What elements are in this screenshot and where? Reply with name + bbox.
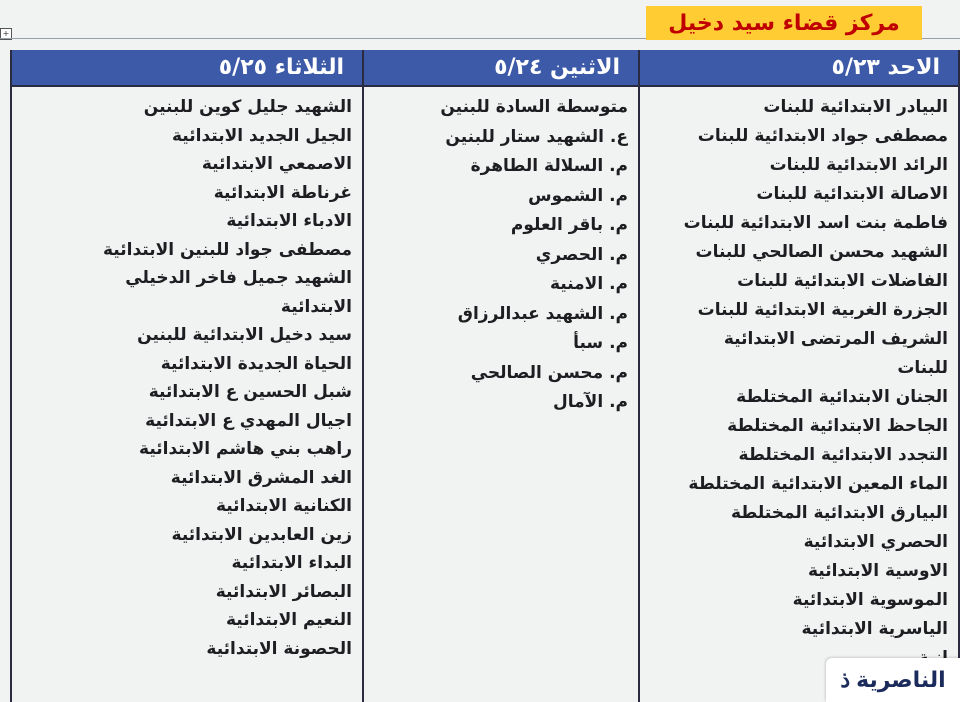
table-row: ع. الشهيد ستار للبنين [445, 126, 628, 147]
table-row: الاصالة الابتدائية للبنات [756, 184, 948, 204]
table-row: سيد دخيل الابتدائية للبنين [137, 325, 352, 345]
table-row: غرناطة الابتدائية [213, 182, 352, 203]
column-sunday [638, 50, 960, 702]
table-row: الجيل الجديد الابتدائية [172, 125, 352, 146]
table-row: الشهيد جليل كوين للبنين [143, 97, 352, 117]
table-row: الجنان الابتدائية المختلطة [736, 387, 948, 407]
table-row: الموسوية الابتدائية [792, 590, 948, 610]
table-row: الشهيد جميل فاخر الدخيلي [125, 268, 352, 288]
table-row: الابتدائية [280, 296, 352, 317]
table-row: شبل الحسين ع الابتدائية [148, 382, 352, 402]
table-row: النعيم الابتدائية [225, 610, 352, 630]
table-row: البصائر الابتدائية [215, 581, 352, 602]
table-row: الياسرية الابتدائية [801, 619, 948, 639]
table-row: م. الامنية [549, 274, 628, 294]
column-header-sunday: الاحد ٥/٢٣ [640, 50, 958, 87]
table-row: الادباء الابتدائية [226, 211, 352, 231]
table-row: التجدد الابتدائية المختلطة [738, 445, 948, 465]
table-row: راهب بني هاشم الابتدائية [139, 439, 352, 459]
table-row: م. الشموس [528, 185, 628, 206]
table-row: زين العابدين الابتدائية [171, 524, 352, 545]
table-row: الجاحظ الابتدائية المختلطة [727, 416, 948, 436]
table-row: البيادر الابتدائية للبنات [763, 97, 948, 117]
column-body-tuesday [12, 87, 362, 663]
table-row: الشهيد محسن الصالحي للبنات [695, 242, 948, 262]
table-row: متوسطة السادة للبنين [440, 97, 628, 117]
table-row: للبنات [897, 358, 948, 378]
table-row: الشريف المرتضى الابتدائية [723, 329, 948, 349]
title-banner [646, 6, 922, 40]
column-body-monday [364, 87, 638, 418]
watermark-logo-icon: ذ [840, 667, 851, 693]
table-row: البداء الابتدائية [231, 553, 352, 573]
column-body-sunday [640, 87, 958, 673]
table-row: م. الحصري [535, 244, 628, 265]
column-header-monday: الاثنين ٥/٢٤ [364, 50, 638, 87]
table-row: الجزرة الغربية الابتدائية للبنات [697, 300, 948, 320]
table-row: الحصونة الابتدائية [206, 638, 352, 659]
table-row: م. باقر العلوم [510, 215, 628, 235]
table-row: الحصري الابتدائية [803, 532, 948, 552]
column-monday [362, 50, 638, 702]
page-title: مركز قضاء سيد دخيل [668, 10, 900, 36]
sheet-corner-marker: + [0, 28, 12, 40]
table-row: م. محسن الصالحي [470, 362, 628, 383]
watermark-logo [826, 658, 960, 702]
table-row: م. سبأ [573, 333, 628, 353]
table-row: م. الآمال [553, 392, 628, 412]
table-row: البيارق الابتدائية المختلطة [731, 503, 948, 523]
watermark-text: الناصرية [856, 667, 946, 693]
table-row: الاوسية الابتدائية [807, 561, 948, 581]
table-row: الماء المعين الابتدائية المختلطة [688, 474, 948, 494]
table-row: الرائد الابتدائية للبنات [769, 155, 948, 175]
table-row: فاطمة بنت اسد الابتدائية للبنات [683, 213, 948, 233]
schedule-table [10, 50, 960, 702]
table-row: مصطفى جواد للبنين الابتدائية [102, 239, 352, 260]
table-row: الغد المشرق الابتدائية [170, 467, 352, 488]
table-row: م. السلالة الطاهرة [470, 156, 628, 176]
column-header-tuesday: الثلاثاء ٥/٢٥ [12, 50, 362, 87]
table-row: م. الشهيد عبدالرزاق [457, 303, 628, 324]
table-row: الحياة الجديدة الابتدائية [160, 353, 352, 374]
table-row: اجيال المهدي ع الابتدائية [145, 410, 352, 431]
column-tuesday [10, 50, 362, 702]
table-row: مصطفى جواد الابتدائية للبنات [697, 126, 948, 146]
table-row: الكنانية الابتدائية [215, 496, 352, 516]
table-row: الاصمعي الابتدائية [201, 154, 352, 174]
table-row: الفاضلات الابتدائية للبنات [737, 271, 948, 291]
